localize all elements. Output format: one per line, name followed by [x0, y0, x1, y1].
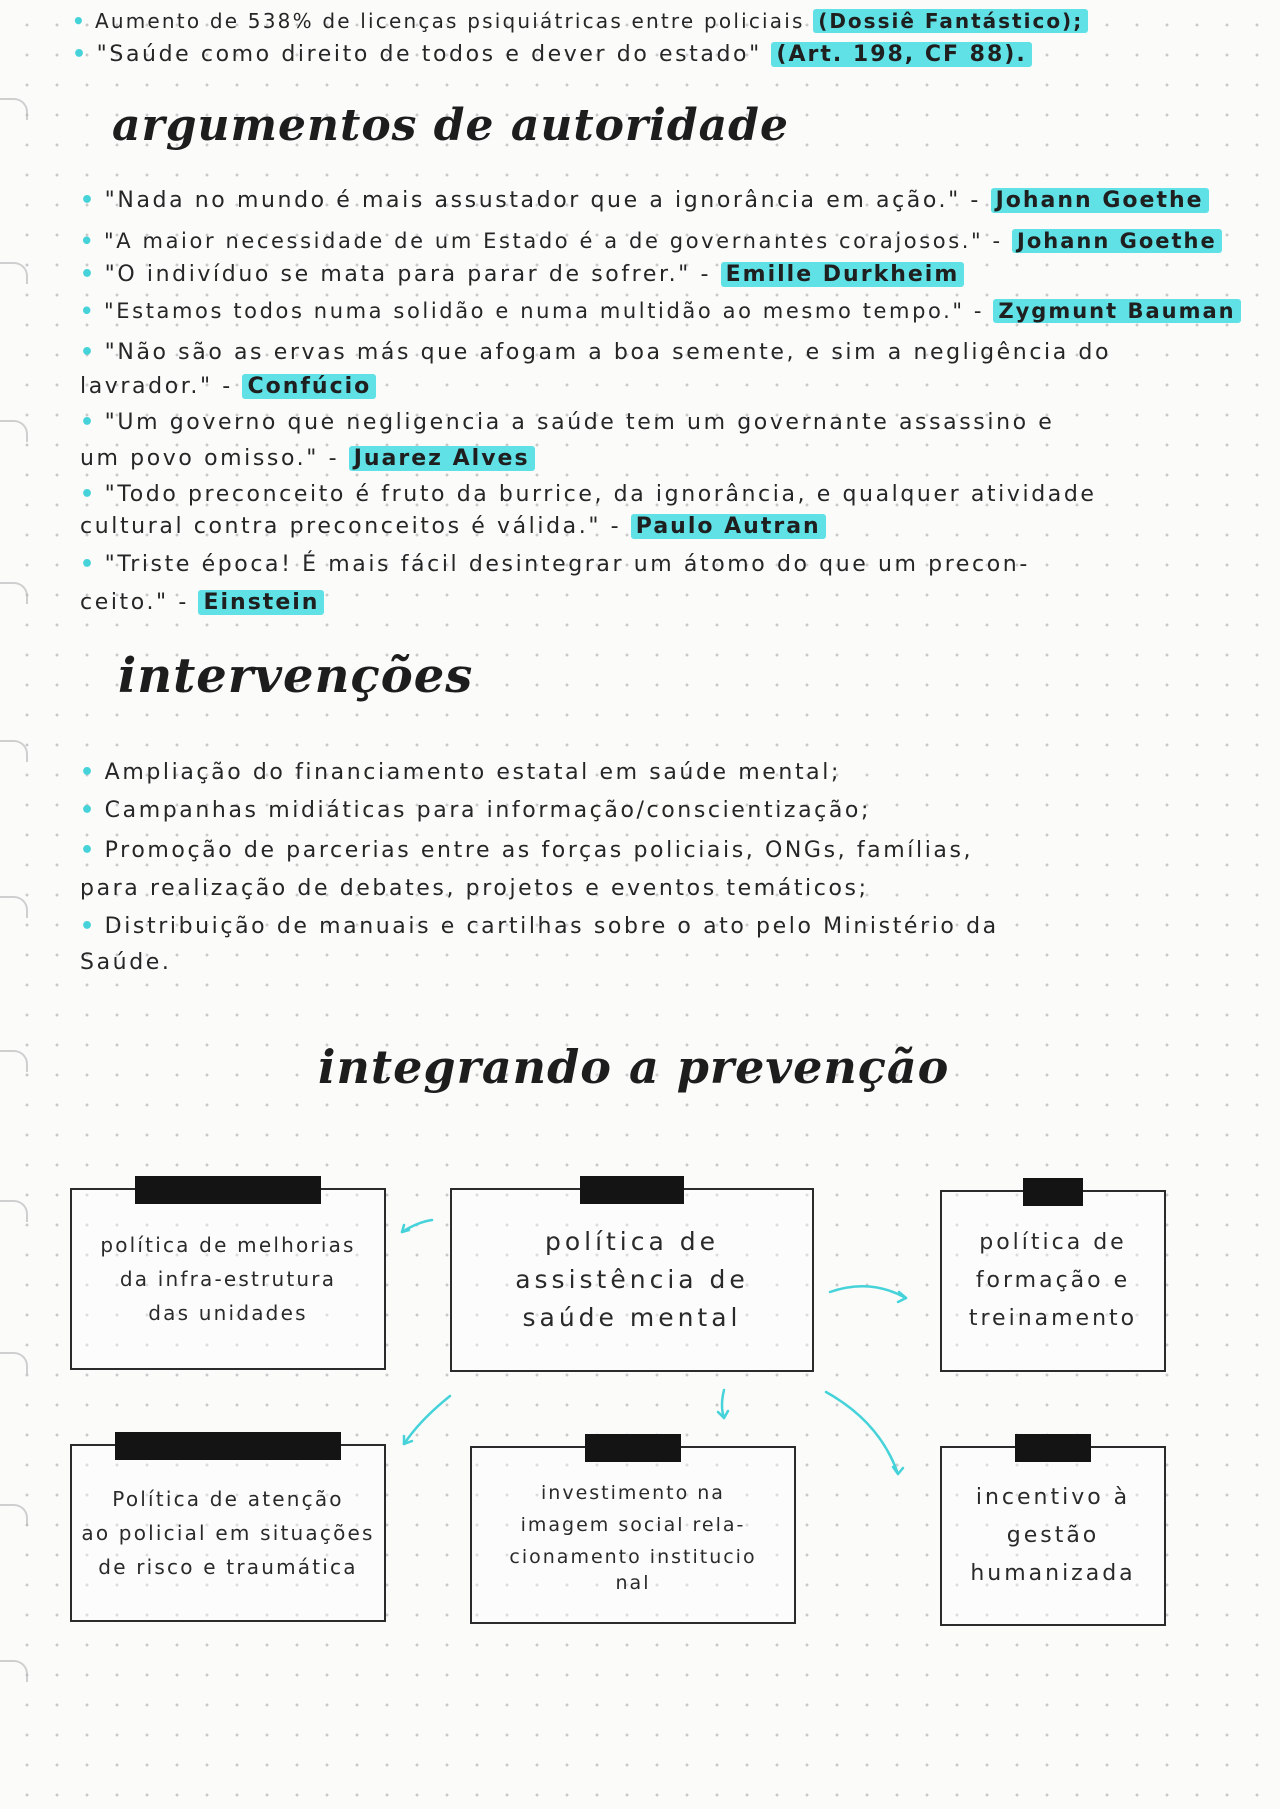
arrow-to-mid-bottom	[722, 1390, 724, 1418]
intervention-4: • Distribuição de manuais e cartilhas sobre o ato pelo Ministério da	[80, 914, 999, 939]
quote-2: • "A maior necessidade de um Estado é a de governantes corajosos." - Johann Goethe	[80, 224, 1250, 258]
intro-line-1: • Aumento de 538% de licenças psiquiátricas entre policiais (Dossiê Fantástico);	[72, 4, 1242, 38]
bullet-icon: •	[80, 482, 97, 507]
bullet-icon: •	[80, 552, 97, 577]
bullet-icon: •	[80, 760, 97, 785]
box-text: Política de atenção ao policial em situações de risco e traumática	[81, 1487, 375, 1579]
bullet-icon: •	[80, 914, 97, 939]
bullet-icon: •	[80, 188, 97, 213]
quote-3: • "O indivíduo se mata para parar de sofrer." - Emille Durkheim	[80, 258, 1250, 292]
intervention-4-cont: Saúde.	[80, 950, 172, 975]
quote-5: • "Não são as ervas más que afogam a boa semente, e sim a negligência do	[80, 340, 1112, 365]
section-heading-interventions: intervenções	[118, 648, 474, 704]
quote-7: • "Todo preconceito é fruto da burrice, da ignorância, e qualquer atividade	[80, 482, 1097, 507]
intervention-2: • Campanhas midiáticas para informação/conscientização;	[80, 798, 871, 823]
arrow-to-left-bottom	[404, 1396, 450, 1444]
section-heading-authority: argumentos de autoridade	[112, 100, 789, 151]
arrow-to-right-top	[830, 1286, 906, 1298]
bullet-icon: •	[80, 340, 97, 365]
intervention-3-cont: para realização de debates, projetos e eventos temáticos;	[80, 876, 869, 901]
arrow-to-right-bottom	[826, 1392, 898, 1474]
section-heading-prevention: integrando a prevenção	[318, 1040, 950, 1094]
bullet-icon: •	[80, 410, 97, 435]
quote-8-cont: ceito." - Einstein	[80, 586, 1250, 620]
bullet-icon: •	[80, 798, 97, 823]
bullet-icon: •	[80, 262, 97, 287]
bullet-icon: •	[80, 229, 97, 253]
quote-6: • "Um governo que negligencia a saúde tem um governante assassino e	[80, 410, 1055, 435]
intervention-1: • Ampliação do financiamento estatal em saúde mental;	[80, 760, 841, 785]
bullet-icon: •	[72, 9, 87, 33]
box-text: política de melhorias da infra-estrutura das unidades	[100, 1233, 356, 1325]
quote-4: • "Estamos todos numa solidão e numa multidão ao mesmo tempo." - Zygmunt Bauman	[80, 294, 1250, 328]
box-text: política de formação e treinamento	[968, 1230, 1138, 1331]
quote-8: • "Triste época! É mais fácil desintegrar um átomo do que um precon-	[80, 552, 1030, 577]
quote-6-cont: um povo omisso." - Juarez Alves	[80, 442, 1250, 476]
quote-7-cont: cultural contra preconceitos é válida." - Paulo Autran	[80, 510, 1250, 544]
bullet-icon: •	[72, 42, 89, 67]
quote-1: • "Nada no mundo é mais assustador que a ignorância em ação." - Johann Goethe	[80, 184, 1250, 218]
box-text: política de assistência de saúde mental	[515, 1227, 749, 1332]
quote-5-cont: lavrador." - Confúcio	[80, 370, 1250, 404]
box-text: investimento na imagem social rela- cionamento institucio nal	[509, 1482, 757, 1594]
intervention-3: • Promoção de parcerias entre as forças policiais, ONGs, famílias,	[80, 838, 974, 863]
bullet-icon: •	[80, 838, 97, 863]
intro-line-2: • "Saúde como direito de todos e dever do estado" (Art. 198, CF 88).	[72, 38, 1242, 72]
box-text: incentivo à gestão humanizada	[970, 1485, 1136, 1586]
bullet-icon: •	[80, 299, 97, 323]
